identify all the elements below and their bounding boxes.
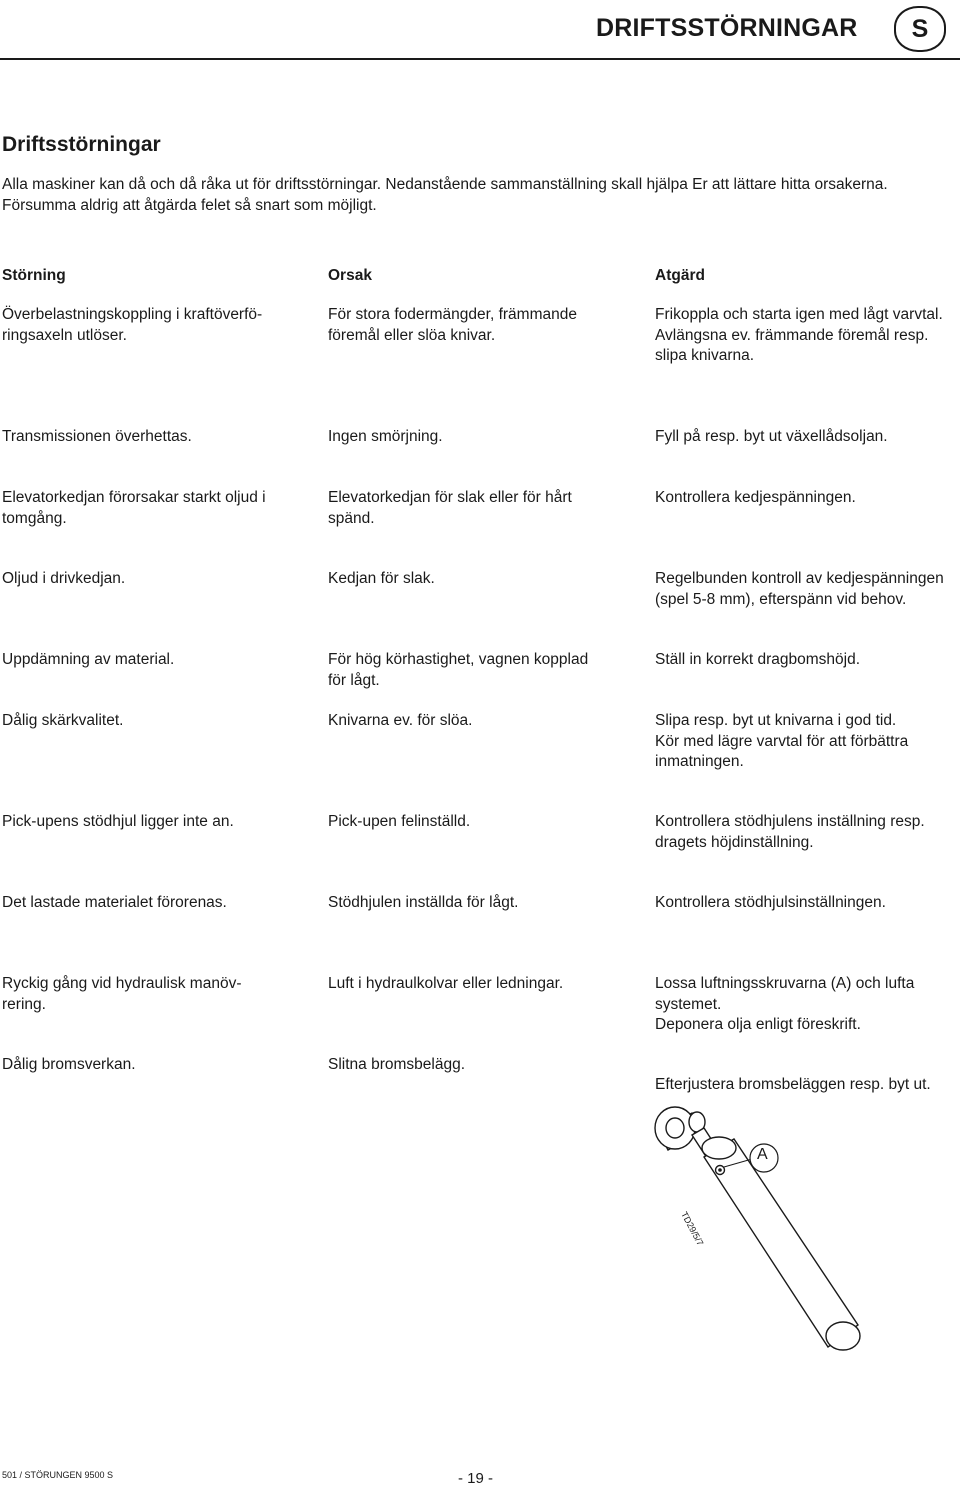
footer-doc-ref: 501 / STÖRUNGEN 9500 S — [2, 1470, 114, 1480]
page-header-title: DRIFTSSTÖRNINGAR — [596, 14, 858, 42]
row-problem: Ryckig gång vid hydraulisk manöv- rering. — [2, 975, 242, 1013]
row-problem: Dålig skärkvalitet. — [2, 712, 124, 729]
row-problem: Pick-upens stödhjul ligger inte an. — [2, 813, 234, 830]
row-problem: Oljud i drivkedjan. — [2, 570, 126, 587]
row-cause: Pick-upen felinställd. — [328, 813, 471, 830]
row-cause: Ingen smörjning. — [328, 428, 443, 445]
hydraulic-cylinder-illustration — [600, 1095, 900, 1355]
row-action: Efterjustera bromsbeläggen resp. byt ut. — [655, 1076, 931, 1093]
row-cause: Elevatorkedjan för slak eller för hårt spänd. — [328, 489, 572, 527]
column-header-cause: Orsak — [328, 267, 372, 284]
row-cause: Kedjan för slak. — [328, 570, 435, 587]
row-action: Kontrollera kedjespänningen. — [655, 489, 856, 506]
column-header-problem: Störning — [2, 267, 66, 284]
row-cause: För hög körhastighet, vagnen kopplad för lågt. — [328, 651, 589, 689]
row-action: Ställ in korrekt dragbomshöjd. — [655, 651, 861, 668]
row-cause: Slitna bromsbelägg. — [328, 1056, 465, 1073]
header-rule — [0, 58, 960, 60]
cylinder-body — [702, 1137, 860, 1350]
section-badge: S — [894, 6, 946, 52]
row-problem: Elevatorkedjan förorsakar starkt oljud i tomgång. — [2, 489, 266, 527]
row-problem: Det lastade materialet förorenas. — [2, 894, 227, 911]
section-title: Driftsstörningar — [2, 133, 161, 156]
figure-code: TD29/5/7 — [679, 1210, 706, 1248]
row-cause: Stödhjulen inställda för lågt. — [328, 894, 519, 911]
row-problem: Transmissionen överhettas. — [2, 428, 192, 445]
row-problem: Överbelastningskoppling i kraftöverfö- ringsaxeln utlöser. — [2, 306, 263, 344]
row-action: Frikoppla och starta igen med lågt varvtal. Avlängsna ev. främmande föremål resp. slipa knivarna. — [655, 306, 943, 364]
row-action: Kontrollera stödhjulsinställningen. — [655, 894, 886, 911]
row-action: Fyll på resp. byt ut växellådsoljan. — [655, 428, 888, 445]
row-action: Regelbunden kontroll av kedjespänningen (spel 5-8 mm), efterspänn vid behov. — [655, 570, 944, 608]
page-number: - 19 - — [458, 1470, 494, 1487]
row-action: Lossa luftningsskruvarna (A) och lufta systemet. Deponera olja enligt föreskrift. — [655, 975, 915, 1033]
row-problem: Uppdämning av material. — [2, 651, 175, 668]
row-cause: Luft i hydraulkolvar eller ledningar. — [328, 975, 564, 992]
row-cause: För stora fodermängder, främmande föremål eller slöa knivar. — [328, 306, 577, 344]
column-header-action: Atgärd — [655, 267, 705, 284]
figure-label-a: A — [757, 1146, 768, 1163]
row-cause: Knivarna ev. för slöa. — [328, 712, 473, 729]
row-problem: Dålig bromsverkan. — [2, 1056, 136, 1073]
row-action: Kontrollera stödhjulens inställning resp. dragets höjdinställning. — [655, 813, 925, 851]
intro-paragraph: Alla maskiner kan då och då råka ut för driftsstörningar. Nedanstående sammanställning skall hjälpa Er att lättare hitta orsakerna. Försumma aldrig att åtgärda felet så snart som möjligt. — [2, 176, 888, 214]
row-action: Slipa resp. byt ut knivarna i god tid. Kör med lägre varvtal för att förbättra inmatningen. — [655, 712, 909, 770]
